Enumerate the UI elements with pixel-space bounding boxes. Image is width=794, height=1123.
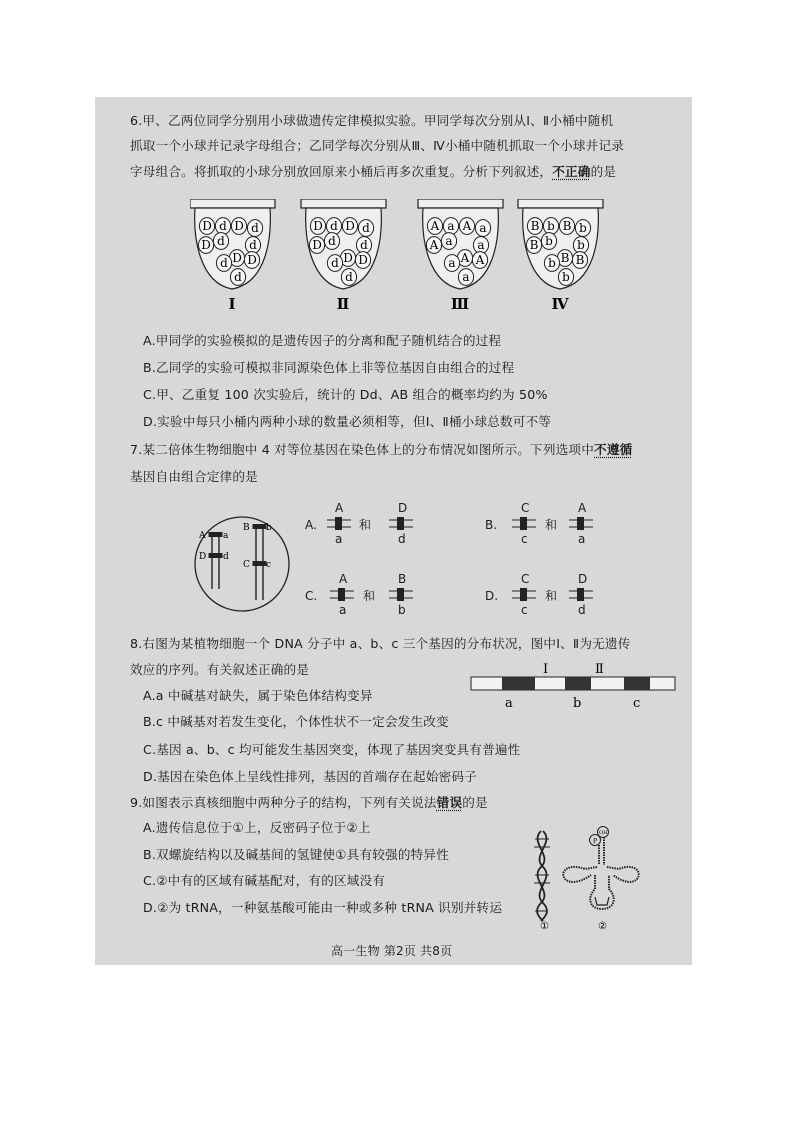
ball-letter: d	[328, 234, 336, 248]
q8-line2: 效应的序列。有关叙述正确的是	[130, 662, 310, 677]
ball-letter: B	[575, 253, 585, 267]
q9-emphasis: 错误	[436, 795, 463, 810]
ball-letter: d	[234, 270, 242, 284]
ball-letter: d	[331, 256, 339, 270]
dna-double-helix	[534, 831, 550, 921]
q7-option-a: A. A a 和 D d	[305, 501, 408, 546]
q6-line3: 字母组合。将抓取的小球分别放回原来小桶后再多次重复。分析下列叙述，不正确的是	[130, 164, 617, 179]
ball-letter: B	[530, 219, 540, 233]
q7-option-b: B. C c 和 A a	[485, 501, 587, 546]
ball-letter: b	[548, 256, 556, 270]
figure-1-label: ①	[540, 921, 549, 932]
gene-b-label: b	[573, 696, 582, 711]
bucket-label: Ⅲ	[450, 295, 470, 313]
ball-letter: a	[462, 270, 470, 284]
q8-option-c: C.基因 a、b、c 均可能发生基因突变，体现了基因突变具有普遍性	[143, 742, 521, 757]
gene-b-label: b	[266, 523, 272, 533]
ball-letter: b	[562, 270, 570, 284]
ball-letter: D	[345, 219, 355, 233]
ball-letter: D	[232, 251, 242, 265]
bucket-3	[418, 199, 503, 313]
ball-letter: A	[460, 251, 470, 265]
gene-B-label: B	[243, 523, 250, 533]
ball-letter: a	[479, 221, 487, 235]
trna-cloverleaf	[563, 827, 639, 910]
q7-option-c: C. A a 和 B b	[305, 572, 407, 617]
ball-letter: a	[448, 256, 456, 270]
q6-option-b: B.乙同学的实验可模拟非同源染色体上非等位基因自由组合的过程	[143, 360, 515, 375]
exam-page	[95, 97, 692, 965]
q7-line2: 基因自由组合定律的是	[130, 469, 258, 484]
gene-d-label: d	[223, 552, 229, 562]
ball-letter: d	[251, 221, 259, 235]
q8-line1: 8.右图为某植物细胞一个 DNA 分子中 a、b、c 三个基因的分布状况，图中Ⅰ、Ⅱ为无遗传	[130, 636, 631, 651]
gene-C-label: C	[243, 560, 250, 570]
q6-option-a: A.甲同学的实验模拟的是遗传因子的分离和配子随机结合的过程	[143, 333, 502, 348]
svg-text:OH: OH	[599, 830, 608, 836]
ball-letter: a	[447, 219, 455, 233]
ball-letter: a	[477, 238, 485, 252]
q6-line2: 抓取一个小球并记录字母组合；乙同学每次分别从Ⅲ、Ⅳ小桶中随机抓取一个小球并记录	[130, 138, 625, 153]
gene-D-label: D	[199, 552, 207, 562]
gene-c-label: c	[266, 560, 272, 570]
dna-trna-figure	[525, 825, 655, 935]
dna-gene-diagram	[469, 661, 679, 721]
ball-letter: D	[358, 253, 368, 267]
bucket-1	[190, 199, 275, 313]
q9-option-d: D.②为 tRNA，一种氨基酸可能由一种或多种 tRNA 识别并转运	[143, 900, 503, 915]
region-II-label: Ⅱ	[595, 662, 604, 677]
cell-chromosome-diagram	[192, 514, 292, 614]
ball-letter: A	[429, 238, 439, 252]
region-I-label: Ⅰ	[543, 662, 549, 677]
ball-letter: b	[579, 221, 587, 235]
ball-letter: d	[217, 234, 225, 248]
ball-letter: d	[249, 238, 257, 252]
ball-letter: d	[345, 270, 353, 284]
q8-option-b: B.c 中碱基对若发生变化，个体性状不一定会发生改变	[143, 714, 449, 729]
gene-c-label: c	[633, 696, 641, 711]
q6-option-d: D.实验中每只小桶内两种小球的数量必须相等，但Ⅰ、Ⅱ桶小球总数可不等	[143, 414, 552, 429]
ball-letter: D	[313, 219, 323, 233]
bucket-2	[301, 199, 386, 313]
bucket-figure	[190, 199, 620, 317]
ball-letter: b	[547, 219, 555, 233]
bucket-label: Ⅰ	[228, 295, 236, 313]
q8-option-d: D.基因在染色体上呈线性排列，基因的首端存在起始密码子	[143, 769, 477, 784]
q6-emphasis: 不正确	[552, 164, 591, 179]
figure-2-label: ②	[598, 921, 607, 932]
ball-letter: d	[330, 219, 338, 233]
q9-option-b: B.双螺旋结构以及碱基间的氢键使①具有较强的特异性	[143, 847, 449, 862]
ball-letter: b	[545, 234, 553, 248]
ball-letter: A	[475, 253, 485, 267]
ball-letter: B	[560, 251, 570, 265]
ball-letter: a	[445, 234, 453, 248]
ball-letter: B	[562, 219, 572, 233]
q6-option-c: C.甲、乙重复 100 次实验后，统计的 Dd、AB 组合的概率均约为 50%	[143, 387, 548, 402]
ball-letter: b	[577, 238, 585, 252]
ball-letter: d	[220, 256, 228, 270]
q7-option-d: D. C c 和 D d	[485, 572, 588, 617]
gene-a-label: a	[223, 531, 229, 541]
q6-line1: 6.甲、乙两位同学分别用小球做遗传定律模拟实验。甲同学每次分别从Ⅰ、Ⅱ小桶中随机	[130, 113, 614, 128]
ball-letter: B	[529, 238, 539, 252]
ball-letter: d	[362, 221, 370, 235]
q7-emphasis: 不遵循	[594, 442, 633, 457]
q9-line1: 9.如图表示真核细胞中两种分子的结构，下列有关说法错误的是	[130, 795, 488, 810]
q7-line1: 7.某二倍体生物细胞中 4 对等位基因在染色体上的分布情况如图所示。下列选项中不遵循	[130, 442, 633, 457]
ball-letter: d	[219, 219, 227, 233]
q9-option-a: A.遗传信息位于①上，反密码子位于②上	[143, 820, 371, 835]
page-footer: 高一生物 第2页 共8页	[331, 944, 453, 958]
bucket-label: Ⅳ	[551, 295, 569, 313]
q8-option-a: A.a 中碱基对缺失，属于染色体结构变异	[143, 688, 373, 703]
q9-option-c: C.②中有的区域有碱基配对，有的区域没有	[143, 873, 386, 888]
ball-letter: D	[312, 238, 322, 252]
gene-a-label: a	[505, 696, 513, 711]
gene-A-label: A	[199, 531, 206, 541]
ball-letter: D	[201, 238, 211, 252]
svg-text:P: P	[593, 838, 598, 845]
ball-letter: A	[430, 219, 440, 233]
ball-letter: D	[234, 219, 244, 233]
bucket-4	[518, 199, 603, 313]
ball-letter: A	[462, 219, 472, 233]
ball-letter: d	[360, 238, 368, 252]
ball-letter: D	[343, 251, 353, 265]
bucket-label: Ⅱ	[336, 295, 350, 313]
ball-letter: D	[202, 219, 212, 233]
ball-letter: D	[247, 253, 257, 267]
